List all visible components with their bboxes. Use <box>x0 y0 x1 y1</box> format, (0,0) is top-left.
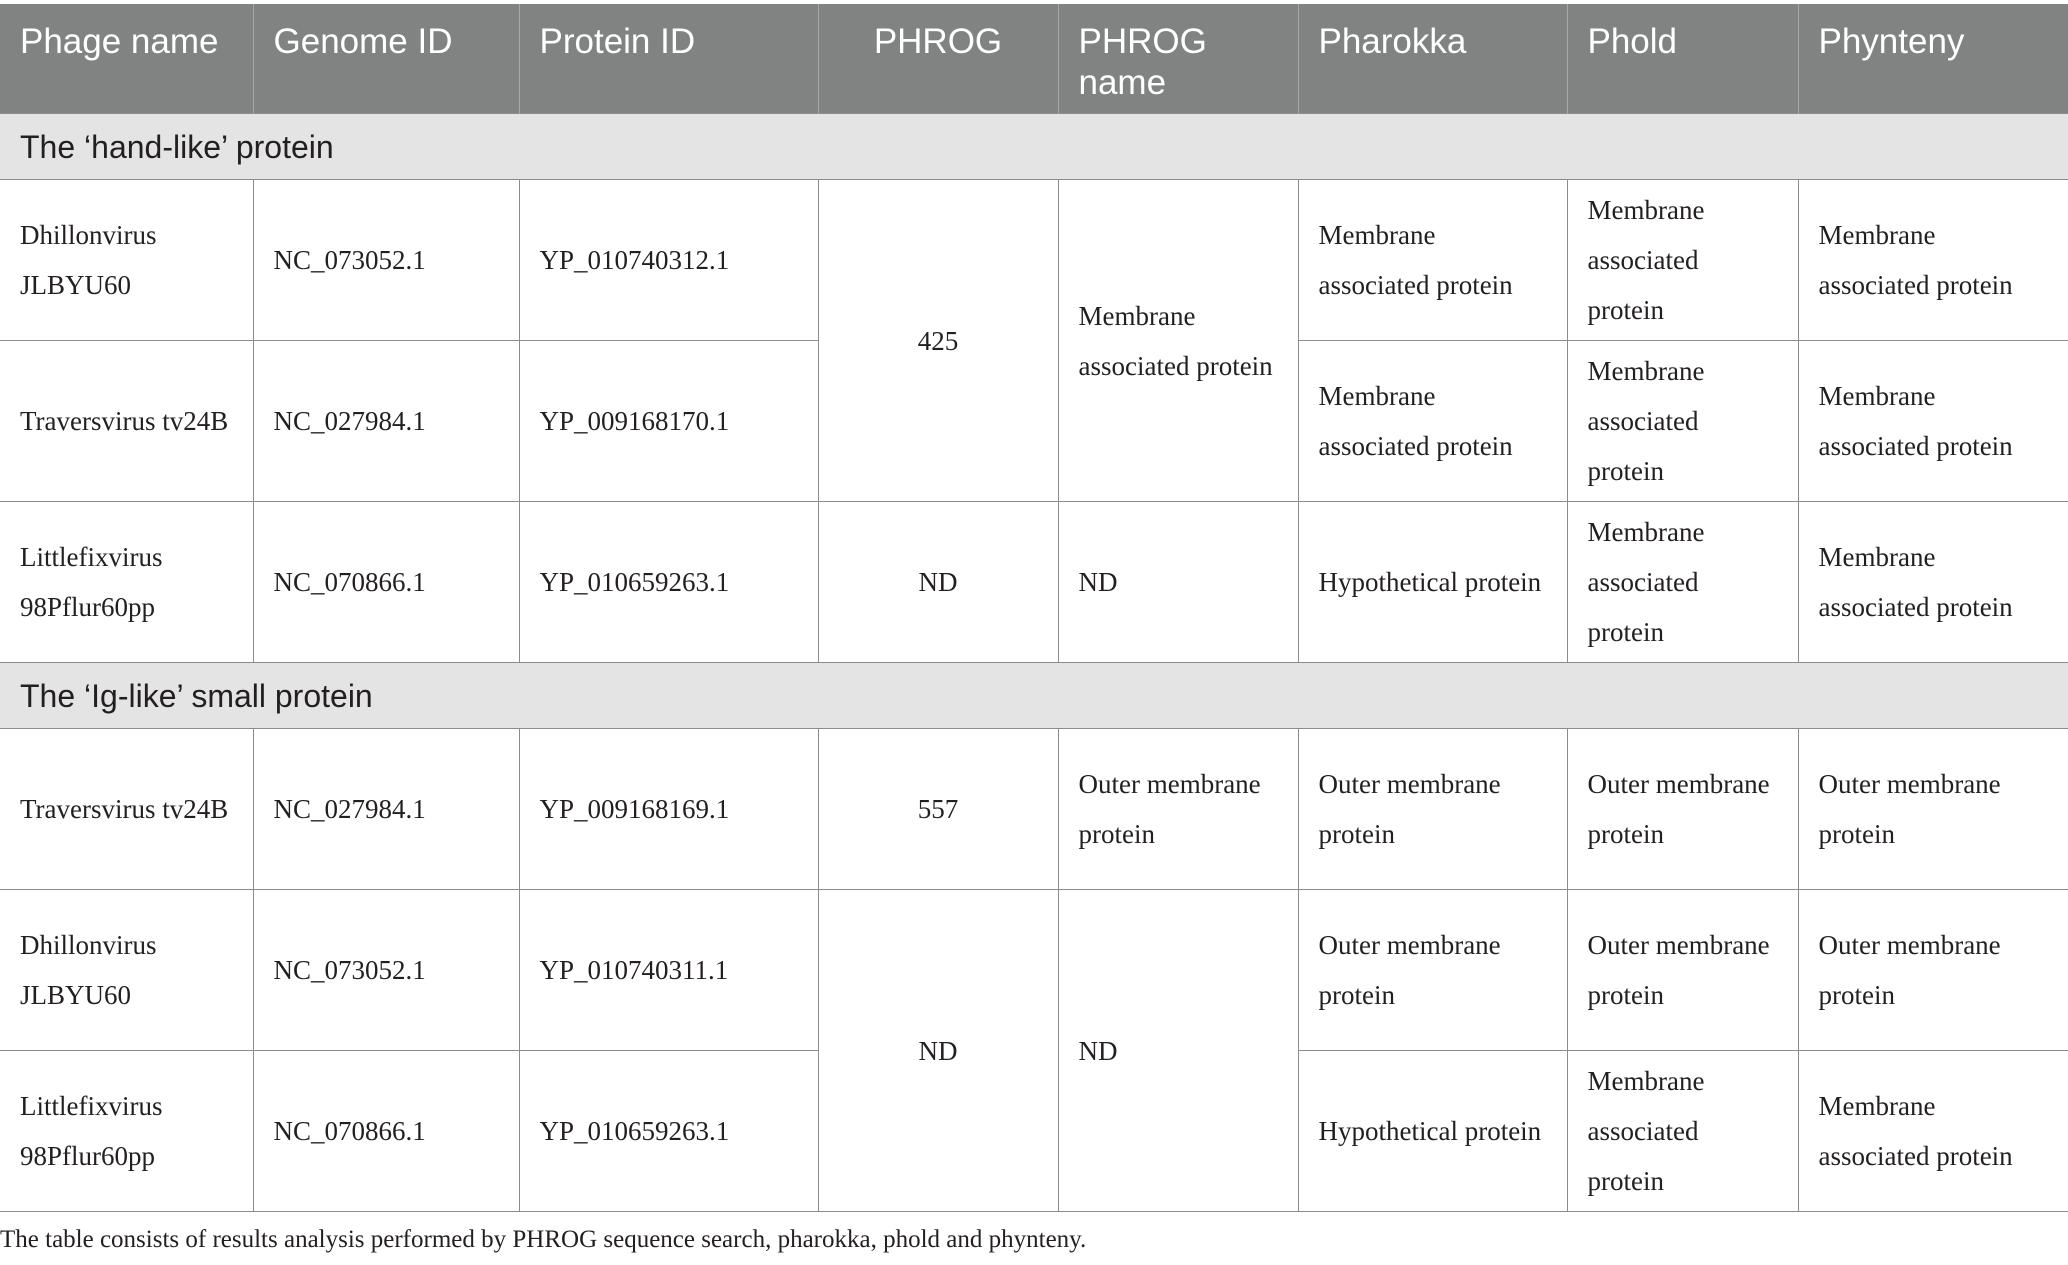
header-phynteny: Phynteny <box>1798 4 2068 114</box>
phrog-name-cell: Outer membrane protein <box>1058 729 1298 890</box>
protein-id-cell: YP_010740312.1 <box>519 180 818 341</box>
results-table <box>0 4 2068 1212</box>
phrog-cell: 557 <box>818 729 1058 890</box>
pharokka-cell: Membrane associated protein <box>1298 180 1567 341</box>
phrog-cell: ND <box>818 890 1058 1212</box>
genome-id-cell: NC_073052.1 <box>253 890 519 1051</box>
protein-id-cell: YP_009168170.1 <box>519 341 818 502</box>
phage-name-cell: Dhillonvirus JLBYU60 <box>0 180 253 341</box>
phage-name-cell: Traversvirus tv24B <box>0 341 253 502</box>
phage-name-cell: Dhillonvirus JLBYU60 <box>0 890 253 1051</box>
phage-name-cell: Littlefixvirus 98Pflur60pp <box>0 1051 253 1212</box>
phynteny-cell: Membrane associated protein <box>1798 502 2068 663</box>
header-phage-name: Phage name <box>0 4 253 114</box>
table-row <box>0 180 2068 341</box>
section-title: The ‘hand-like’ protein <box>0 114 2068 180</box>
phynteny-cell: Outer membrane protein <box>1798 890 2068 1051</box>
header-pharokka: Pharokka <box>1298 4 1567 114</box>
phold-cell: Membrane associated protein <box>1567 1051 1798 1212</box>
phynteny-cell: Outer membrane protein <box>1798 729 2068 890</box>
phrog-name-cell: ND <box>1058 890 1298 1212</box>
phynteny-cell: Membrane associated protein <box>1798 341 2068 502</box>
phynteny-cell: Membrane associated protein <box>1798 1051 2068 1212</box>
phold-cell: Membrane associated protein <box>1567 502 1798 663</box>
table-row <box>0 502 2068 663</box>
section-title: The ‘Ig-like’ small protein <box>0 663 2068 729</box>
pharokka-cell: Outer membrane protein <box>1298 890 1567 1051</box>
header-phold: Phold <box>1567 4 1798 114</box>
protein-id-cell: YP_010659263.1 <box>519 502 818 663</box>
genome-id-cell: NC_073052.1 <box>253 180 519 341</box>
table-row <box>0 729 2068 890</box>
table-row <box>0 890 2068 1051</box>
pharokka-cell: Hypothetical protein <box>1298 502 1567 663</box>
phrog-name-cell: Membrane associated protein <box>1058 180 1298 502</box>
protein-id-cell: YP_009168169.1 <box>519 729 818 890</box>
header-phrog-name: PHROG name <box>1058 4 1298 114</box>
phrog-cell: 425 <box>818 180 1058 502</box>
pharokka-cell: Membrane associated protein <box>1298 341 1567 502</box>
genome-id-cell: NC_070866.1 <box>253 1051 519 1212</box>
pharokka-cell: Outer membrane protein <box>1298 729 1567 890</box>
genome-id-cell: NC_027984.1 <box>253 729 519 890</box>
header-phrog: PHROG <box>818 4 1058 114</box>
phynteny-cell: Membrane associated protein <box>1798 180 2068 341</box>
header-row <box>0 4 2068 114</box>
genome-id-cell: NC_070866.1 <box>253 502 519 663</box>
phage-name-cell: Littlefixvirus 98Pflur60pp <box>0 502 253 663</box>
genome-id-cell: NC_027984.1 <box>253 341 519 502</box>
phold-cell: Membrane associated protein <box>1567 341 1798 502</box>
phrog-cell: ND <box>818 502 1058 663</box>
header-genome-id: Genome ID <box>253 4 519 114</box>
phold-cell: Membrane associated protein <box>1567 180 1798 341</box>
protein-id-cell: YP_010740311.1 <box>519 890 818 1051</box>
protein-id-cell: YP_010659263.1 <box>519 1051 818 1212</box>
header-protein-id: Protein ID <box>519 4 818 114</box>
section-row <box>0 114 2068 180</box>
phold-cell: Outer membrane protein <box>1567 890 1798 1051</box>
section-row <box>0 663 2068 729</box>
phrog-name-cell: ND <box>1058 502 1298 663</box>
phage-name-cell: Traversvirus tv24B <box>0 729 253 890</box>
phold-cell: Outer membrane protein <box>1567 729 1798 890</box>
pharokka-cell: Hypothetical protein <box>1298 1051 1567 1212</box>
table-footnote: The table consists of results analysis performed by PHROG sequence search, pharokka, phold and phynteny. <box>0 1226 1087 1253</box>
